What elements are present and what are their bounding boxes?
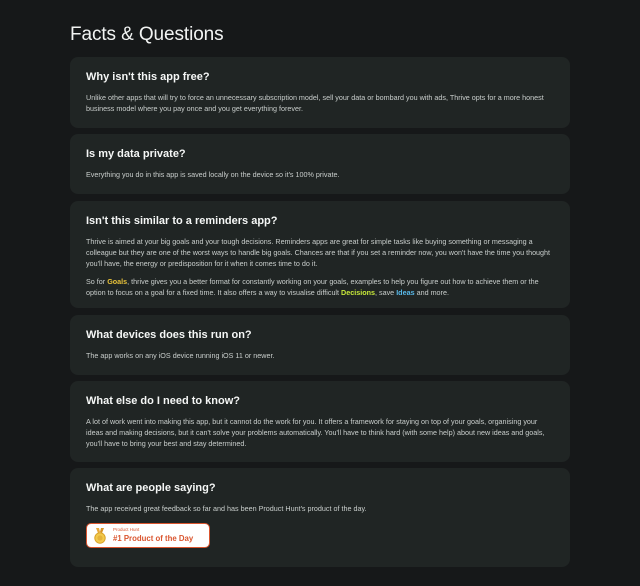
faq-card-privacy [70,134,570,194]
badge-main-label: #1 Product of the Day [113,533,194,543]
answer-text: and more. [414,288,449,297]
faq-card-reminders [70,201,570,308]
decisions-highlight: Decisions [341,288,375,297]
faq-question: What devices does this run on? [86,329,252,341]
faq-question: What are people saying? [86,482,216,494]
faq-answer: The app received great feedback so far and has been Product Hunt's product of the day. [86,504,367,513]
badge-small-label: Product Hunt [113,527,140,533]
faq-answer: Everything you do in this app is saved locally on the device so it's 100% private. [86,170,340,179]
faq-question: Isn't this similar to a reminders app? [86,215,278,227]
product-hunt-badge[interactable] [86,523,210,548]
faq-question: Why isn't this app free? [86,71,210,83]
faq-card-free [70,57,570,128]
faq-card-know [70,381,570,462]
ideas-highlight: Ideas [396,288,415,297]
faq-card-saying [70,468,570,567]
faq-answer: Thrive is aimed at your big goals and your tough decisions. Reminders apps are great for simple tasks like buying something or messaging a colleague but they are one of the worst ways to handle big goals. Chances are that if you set a reminder now, you won't have the time you thought you'll have, the energy or predisposition for it when it comes time to do it. [86,237,551,268]
answer-text: , save [375,288,397,297]
faq-answer: Unlike other apps that will try to force an unnecessary subscription model, sell your data or bombard you with ads, Thrive opts for a more honest business model where you pay once and you get everything forever. [86,93,544,113]
faq-card-devices [70,315,570,375]
goals-highlight: Goals [107,277,128,286]
faq-question: Is my data private? [86,148,186,160]
page-title: Facts & Questions [70,24,224,45]
faq-answer: The app works on any iOS device running iOS 11 or newer. [86,351,275,360]
badge-text [113,528,193,542]
faq-question: What else do I need to know? [86,395,241,407]
answer-text: So for [86,277,108,286]
faq-answer-highlights [86,276,554,298]
medal-icon [93,528,107,544]
faq-answer: A lot of work went into making this app, but it cannot do the work for you. It offers a framework for staying on top of your goals, organising your ideas and making decisions, but it can't solve your problems automatically. You'll have to think hard (with some help) about new ideas and goals, you'll have to bring your best and stay determined. [86,417,545,448]
answer-text: , thrive gives you a better format for constantly working on your goals, examples to help you figure out how to achieve them or the option to focus on a goal for a fixed time. It also offers a way to visualise difficult [86,277,539,297]
